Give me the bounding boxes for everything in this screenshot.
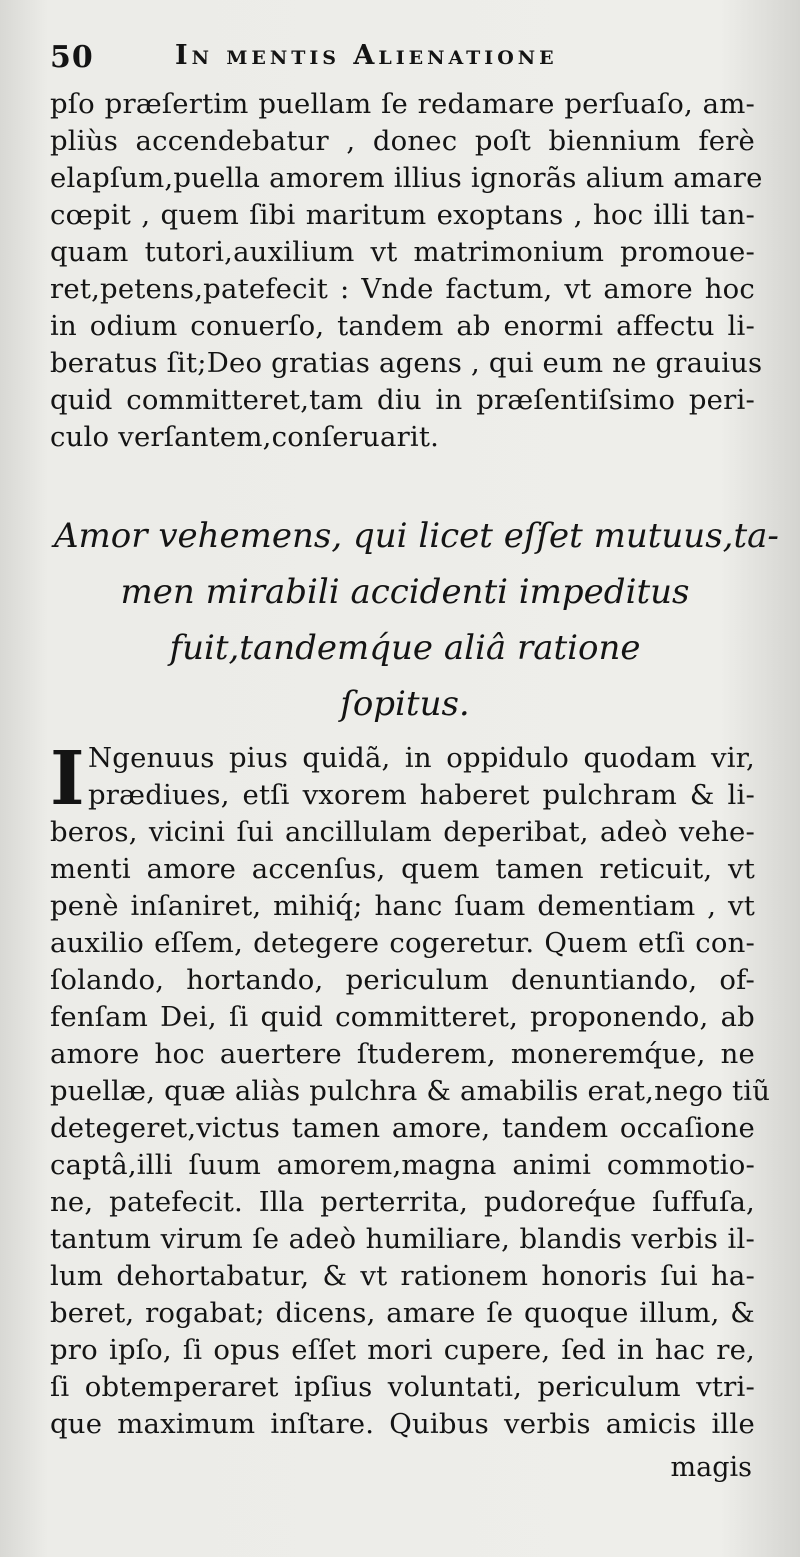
text-line: captâ,illi ſuum amorem,magna animi commotio-	[50, 1149, 755, 1181]
page-header	[50, 38, 740, 80]
text-line: lum dehortabatur, & vt rationem honoris ſui ha-	[50, 1260, 755, 1292]
heading-line: Amor vehemens, qui licet eſſet mutuus,ta-	[54, 516, 779, 556]
heading-line: men mirabili accidenti impeditus	[120, 572, 690, 612]
text-line: elapſum,puella amorem illius ignorãs alium amare	[50, 162, 763, 194]
text-line: menti amore accenſus, quem tamen reticuit, vt	[50, 853, 755, 885]
text-line: ſi obtemperaret ipſius voluntati, periculum vtri-	[50, 1371, 755, 1403]
text-line: que maximum inſtare. Quibus verbis amicis ille	[50, 1408, 755, 1440]
text-line: culo verſantem,conſeruarit.	[50, 421, 440, 453]
text-line: ret,petens,patefecit : Vnde factum, vt amore hoc	[50, 273, 755, 305]
main-paragraph	[50, 736, 771, 1443]
heading-line: fuit,tandemq́ue aliâ ratione	[169, 628, 641, 668]
section-heading	[50, 508, 779, 732]
text-line: penè inſaniret, mihiq́; hanc ſuam dementiam , vt	[50, 890, 755, 922]
catchword: magis	[670, 1452, 752, 1483]
running-title: In mentis Alienatione	[175, 40, 558, 71]
text-line: ne, patefecit. Illa perterrita, pudoreq́ue ſuffuſa,	[50, 1186, 755, 1218]
top-paragraph	[50, 86, 763, 456]
text-line: beratus ſit;Deo gratias agens , qui eum ne grauius	[50, 347, 763, 379]
text-line: amore hoc auertere ſtuderem, moneremq́ue, ne	[50, 1038, 755, 1070]
text-line: beros, vicini ſui ancillulam deperibat, adeò vehe-	[50, 816, 755, 848]
text-line: pro ipſo, ſi opus eſſet mori cupere, ſed in hac re,	[50, 1334, 755, 1366]
drop-cap: I	[50, 736, 85, 822]
text-line: ſolando, hortando, periculum denuntiando, of-	[50, 964, 755, 996]
page-number: 50	[50, 40, 94, 75]
text-line: pſo præſertim puellam ſe redamare perſuaſo, am-	[50, 88, 755, 120]
heading-line: ſopitus.	[340, 684, 470, 724]
text-line: fenſam Dei, ſi quid committeret, proponendo, ab	[50, 1001, 755, 1033]
text-line: beret, rogabat; dicens, amare ſe quoque illum, &	[50, 1297, 755, 1329]
text-line: tantum virum ſe adeò humiliare, blandis verbis il-	[50, 1223, 755, 1255]
text-line: quid committeret,tam diu in præſentiſsimo peri-	[50, 384, 755, 416]
text-line: pliùs accendebatur , donec poſt biennium ferè	[50, 125, 755, 157]
text-line: detegeret,victus tamen amore, tandem occaſione	[50, 1112, 755, 1144]
text-line: cœpit , quem ſibi maritum exoptans , hoc illi tan-	[50, 199, 755, 231]
text-line: prædiues, etſi vxorem haberet pulchram & li-	[88, 779, 755, 811]
text-line: in odium conuerſo, tandem ab enormi affectu li-	[50, 310, 755, 342]
text-line: auxilio eſſem, detegere cogeretur. Quem etſi con-	[50, 927, 755, 959]
text-line: puellæ, quæ aliàs pulchra & amabilis erat,nego tiũ	[50, 1075, 771, 1107]
text-line: quam tutori,auxilium vt matrimonium promoue-	[50, 236, 755, 268]
text-line: Ngenuus pius quidã, in oppidulo quodam vir,	[88, 742, 755, 774]
